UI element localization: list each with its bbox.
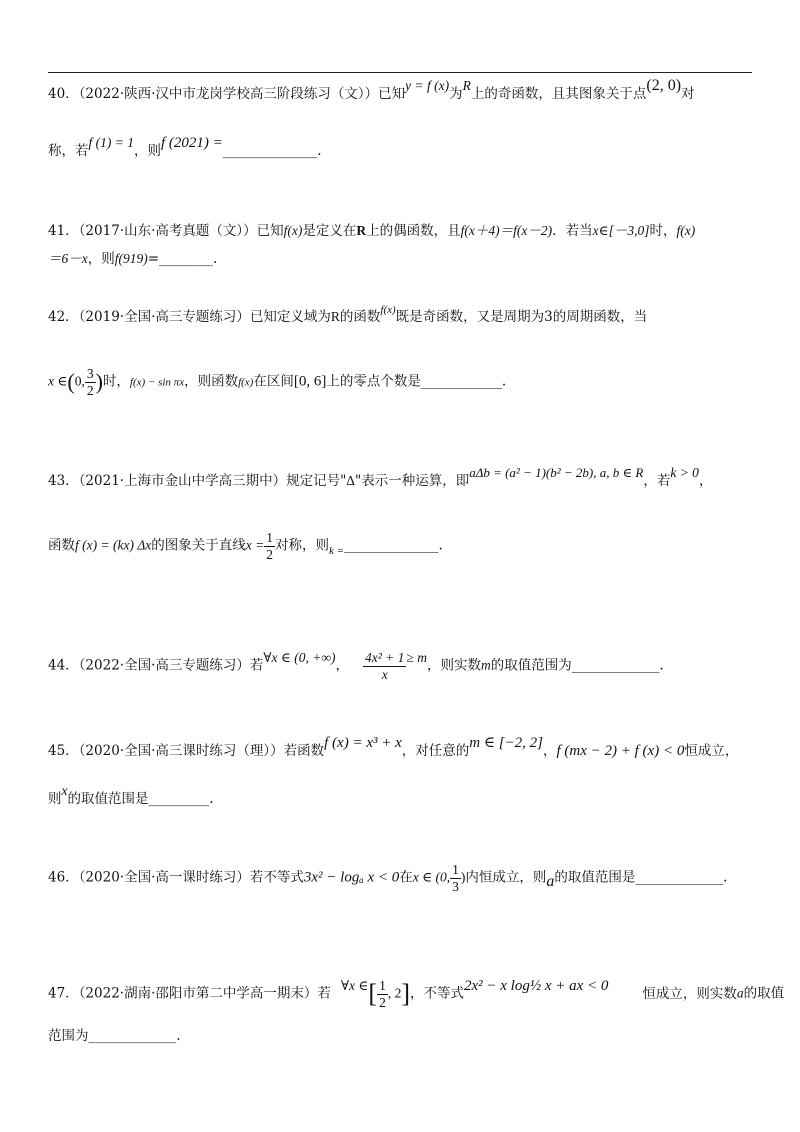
math-delta: Δ: [346, 473, 355, 488]
numerator: 1: [266, 530, 273, 545]
text: 函数: [48, 537, 75, 554]
problem-47-line-1: [48, 978, 784, 1010]
problem-source: （2022·全国·高三专题练习）若: [78, 657, 264, 674]
text: ，则函数: [184, 373, 239, 390]
math-operation: aΔb = (a² − 1)(b² − 2b), a, b ∈ R: [469, 465, 644, 480]
problem-source: （2019·全国·高三专题练习）已知定义域为: [78, 309, 331, 325]
math-forall: ∀x ∈ (0, +∞): [263, 649, 336, 665]
text: 则: [48, 791, 62, 807]
problem-source: （2020·全国·高一课时练习）若不等式: [78, 869, 304, 886]
problem-40-line-1: [48, 77, 695, 102]
text: 恒成立，: [684, 743, 739, 759]
numerator: 3: [86, 366, 94, 381]
math-f1: f (1) = 1: [88, 135, 134, 150]
math-zero: 0,: [74, 373, 85, 389]
math-inequality: f (mx − 2) + f (x) < 0: [556, 743, 685, 759]
text: ，则: [133, 143, 161, 159]
close-paren: ): [460, 869, 466, 885]
text: 称，若: [48, 143, 89, 159]
math-x-eq: x =: [245, 537, 265, 553]
problem-47-line-2: [48, 1030, 181, 1044]
denominator: 2: [379, 994, 386, 1010]
problem-41-line-1: [48, 224, 695, 239]
problem-45-line-1: [48, 735, 739, 759]
math-forall: ∀x ∈: [340, 977, 369, 993]
problem-source: （2017·山东·高考真题（文））已知: [78, 223, 284, 239]
math-x-in: x ∈ (0,: [412, 869, 451, 885]
problem-source: （2022·湖南·邵阳市第二中学高一期末）若: [78, 985, 331, 1002]
math-y-eq-fx: y = f (x): [405, 78, 450, 93]
text: 的函数: [339, 309, 381, 325]
math-fx: f(x): [676, 223, 696, 238]
math-fraction: [377, 978, 388, 1010]
text: ，则: [87, 251, 115, 267]
text: ，: [698, 473, 713, 489]
answer-blank: ______________.: [222, 143, 322, 159]
answer-blank: ______________.: [344, 537, 443, 554]
close-paren: ): [95, 369, 103, 395]
math-f2021: f (2021) =: [160, 135, 223, 151]
problem-41-line-2: [48, 252, 217, 267]
text: 对: [681, 86, 695, 102]
text: ，若: [643, 473, 671, 489]
math-x-range: x∈[－3,0]: [592, 223, 650, 238]
math-fx: f(x): [238, 376, 254, 389]
denominator: 2: [86, 382, 94, 398]
math-a: a: [736, 985, 744, 1001]
math-m: m: [480, 657, 491, 673]
text: 对称，则: [274, 537, 329, 554]
numerator: 4x² + 1: [365, 650, 405, 665]
math-k-eq: k =: [328, 544, 345, 557]
math-6-minus-x: ＝6－x: [48, 251, 88, 266]
math-fraction: [85, 366, 96, 398]
denominator: x: [381, 666, 388, 682]
close-bracket: ]: [401, 979, 410, 1009]
text: ，则实数: [426, 657, 481, 674]
text: 时，: [102, 373, 130, 390]
text: 上的奇函数，且其图象关于点: [470, 86, 647, 102]
problem-number: 46．: [48, 869, 79, 886]
problem-43-line-2: [48, 530, 443, 562]
answer-blank: =________.: [147, 251, 218, 267]
problem-46-line-1: [48, 862, 727, 894]
problem-42-line-2: [48, 366, 506, 398]
math-fx: f(x): [283, 223, 303, 238]
problem-43-line-1: [48, 465, 713, 489]
answer-blank: 的取值范围是_____________.: [554, 869, 728, 886]
math-k-positive: k > 0: [670, 465, 699, 480]
math-period-eq: f(x＋4)＝f(x－2): [460, 223, 553, 238]
math-fx: f(x): [380, 304, 396, 316]
text: ，: [335, 657, 349, 674]
open-paren: (: [67, 369, 75, 395]
problem-40-line-2: [48, 135, 322, 159]
text: 在: [399, 869, 413, 886]
math-R: R: [356, 223, 367, 238]
text: 时，: [649, 223, 677, 239]
problem-source: （2022·陕西·汉中市龙岗学校高三阶段练习（文））已知: [78, 86, 406, 102]
text: 恒成立，则实数: [642, 985, 737, 1002]
math-m-range: m ∈ [−2, 2]: [469, 735, 543, 751]
text: "表示一种运算，即: [354, 473, 470, 489]
math-inequality: 2x² − x log½ x + ax < 0: [464, 977, 609, 994]
text: 既是奇函数，又是周期为3的周期函数，当: [395, 309, 648, 325]
problem-45-line-2: [48, 783, 214, 807]
text: 的取值: [743, 985, 785, 1002]
problem-source: （2021·上海市金山中学高三期中）规定记号": [78, 473, 347, 489]
open-bracket: [: [368, 979, 378, 1009]
problem-number: 40．: [48, 86, 79, 102]
text: 是定义在: [302, 223, 357, 239]
numerator: 1: [379, 978, 386, 993]
text: ，不等式: [410, 985, 464, 1002]
math-point: (2, 0): [646, 77, 682, 94]
numerator: 1: [452, 862, 459, 877]
math-fraction: [363, 650, 406, 682]
answer-blank: 范围为_____________.: [48, 1028, 181, 1044]
answer-blank: 上的零点个数是____________.: [326, 373, 507, 390]
denominator: 2: [266, 546, 273, 562]
problem-number: 45．: [48, 743, 79, 759]
text: 在区间: [253, 373, 294, 390]
problem-42-line-1: [48, 304, 648, 325]
math-a: a: [546, 872, 555, 890]
answer-blank: 的取值范围是_________.: [67, 791, 214, 807]
math-f919: f(919): [114, 251, 148, 266]
math-function: f (x) = x³ + x: [324, 735, 402, 751]
denominator: 3: [452, 878, 459, 894]
math-fraction: [264, 530, 275, 562]
text: 的图象关于直线: [151, 537, 246, 554]
text: 为: [449, 86, 463, 102]
problem-source: （2020·全国·高三课时练习（理））若函数: [78, 743, 325, 759]
text: ．若当: [552, 223, 593, 239]
math-inequality: 3x² − logₐ x < 0: [303, 869, 400, 886]
text: ，: [543, 743, 557, 759]
math-function: f (x) = (kx) Δx: [75, 537, 152, 553]
math-interval-end: , 2: [387, 985, 402, 1001]
math-fraction: [450, 862, 461, 894]
math-x: x: [61, 783, 68, 798]
problem-number: 47．: [48, 985, 79, 1002]
math-R: R: [330, 309, 340, 324]
text: 上的偶函数，且: [366, 223, 461, 239]
math-R: R: [462, 78, 471, 93]
text: ，对任意的: [401, 743, 470, 759]
problem-number: 41．: [48, 223, 79, 239]
math-interval: [0, 6]: [293, 373, 327, 390]
problem-44-line-1: [48, 650, 664, 682]
text: 内恒成立，则: [465, 869, 547, 886]
math-ge-m: ≥ m: [406, 649, 427, 665]
header-rule: [48, 72, 752, 73]
problem-number: 44．: [48, 657, 79, 674]
problem-number: 42．: [48, 309, 79, 325]
math-sin: f(x) − sin πx: [129, 376, 185, 389]
math-x-in: x ∈: [48, 373, 68, 389]
answer-blank: 的取值范围为_____________.: [490, 657, 664, 674]
problem-number: 43．: [48, 473, 79, 489]
